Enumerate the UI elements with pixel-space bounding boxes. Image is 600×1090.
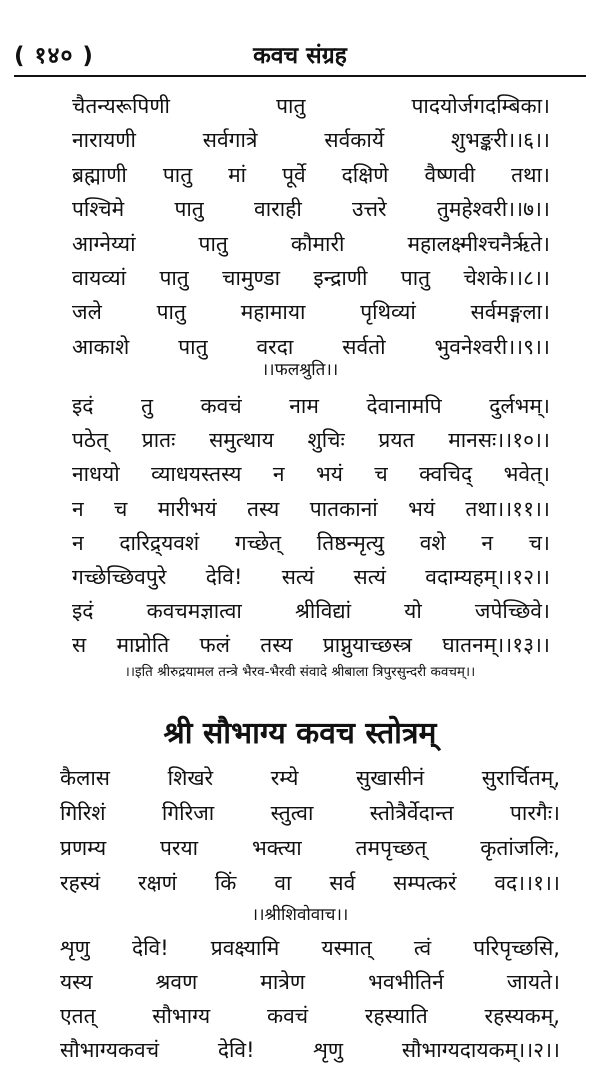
verse-word: इदं xyxy=(72,394,94,418)
verse-word: वदाम्यहम्।।१२।। xyxy=(425,565,550,589)
verse-word: जले xyxy=(72,300,102,325)
verse-word: इन्द्राणी xyxy=(313,266,368,290)
verse-word: भयं xyxy=(315,462,343,487)
verse-word: प्रवक्ष्यामि xyxy=(210,936,280,960)
verse-word: शृणु xyxy=(313,1038,344,1062)
verse-word: न xyxy=(481,530,494,555)
verse-word: श्रवण xyxy=(155,970,198,994)
verse-word: सर्वतो xyxy=(342,334,386,359)
verse-word: स्तोत्रैर्वेदान्त xyxy=(369,801,454,825)
verse-word: न xyxy=(72,530,84,555)
verse-word: च। xyxy=(528,530,550,555)
verse-word: चामुण्डा xyxy=(222,266,281,290)
verse-line xyxy=(72,456,550,492)
verse-word: सर्वगात्रे xyxy=(202,128,258,153)
verse-word: रहस्यं xyxy=(60,871,101,895)
verse-word: यस्य xyxy=(60,970,93,994)
verse-word: देवि! xyxy=(131,936,169,960)
verse-word: महामाया xyxy=(240,300,306,325)
verse-word: सौभाग्यदायकम्।।२।। xyxy=(401,1038,560,1062)
verse-word: तुमहेश्वरी।।७।। xyxy=(436,197,550,222)
verse-word: च xyxy=(114,496,128,521)
colophon: ।।इति श्रीरुद्रयामल तन्त्रे भैरव-भैरवी संवादे श्रीबाला त्रिपुरसुन्दरी कवचम्।। xyxy=(124,664,476,680)
verse-line xyxy=(72,157,550,193)
verse-word: पातु xyxy=(400,266,431,290)
verse-word: स्तुत्वा xyxy=(270,801,314,825)
page-number: ( १४० ) xyxy=(14,43,94,69)
verse-word: पातु xyxy=(174,197,204,222)
verse-word: प्राप्नुयाच्छस्त्र xyxy=(322,633,412,658)
verse-word: किं xyxy=(214,871,237,895)
verse-word: महालक्ष्मीश्चनैर्ऋते। xyxy=(407,231,550,256)
verse-line xyxy=(60,964,560,1000)
verse-word: व्याधयस्तस्य xyxy=(151,462,242,487)
verse-line xyxy=(72,122,550,158)
verse-word: तमपृच्छत् xyxy=(355,836,427,860)
verse-word: परिपृच्छसि, xyxy=(473,936,560,960)
verse-word: जपेच्छिवे। xyxy=(474,599,550,624)
verse-word: घातनम्।।१३।। xyxy=(442,633,550,658)
verse-word: गच्छेच्छिवपुरे xyxy=(72,565,167,589)
verse-word: उत्तरे xyxy=(352,197,387,222)
verse-word: सर्व xyxy=(329,871,356,895)
verse-word: प्रणम्य xyxy=(60,836,107,860)
verse-word: तस्य xyxy=(260,633,293,658)
verse-word: क्वचिद् xyxy=(419,462,473,487)
verse-word: आकाशे xyxy=(72,334,130,359)
verse-word: गिरिजा xyxy=(161,801,215,825)
verse-word: गच्छेत् xyxy=(234,530,282,555)
verse-line xyxy=(60,998,560,1034)
verse-word: तु xyxy=(141,394,153,418)
verse-word: शिखरे xyxy=(167,766,214,790)
verse-word: पातु xyxy=(276,94,306,118)
verse-line xyxy=(72,593,550,629)
verse-word: एतत् xyxy=(60,1004,96,1028)
verse-word: पश्चिमे xyxy=(72,197,125,222)
verse-word: जायते। xyxy=(506,970,560,994)
verse-word: पातु xyxy=(178,334,208,359)
verse-line xyxy=(72,525,550,561)
verse-word: चैतन्यरूपिणी xyxy=(72,94,170,118)
verse-word: पृथिव्यां xyxy=(360,300,416,325)
verse-word: सुरार्चितम्, xyxy=(481,766,560,790)
verse-word: परया xyxy=(159,836,199,860)
verse-word: सौभाग्य xyxy=(152,1004,211,1028)
verse-word: न xyxy=(72,496,84,521)
verse-word: गिरिशं xyxy=(60,801,106,825)
verse-line xyxy=(60,760,560,796)
verse-word: सर्वमङ्गला। xyxy=(470,300,550,325)
verse-word: पादयोर्जगदम्बिका। xyxy=(411,94,550,118)
verse-line xyxy=(72,294,550,330)
verse-word: पातु xyxy=(162,162,193,187)
verse-word: प्रयत xyxy=(378,428,415,453)
verse-word: स xyxy=(72,633,87,658)
verse-word: देवानामपि xyxy=(366,394,442,418)
verse-word: भयं xyxy=(408,496,436,521)
verse-word: इदं xyxy=(72,599,94,624)
header-rule xyxy=(14,75,586,77)
verse-word: कैलास xyxy=(60,766,111,790)
verse-line xyxy=(72,422,550,458)
verse-word: भुवनेश्वरी।।९।। xyxy=(434,334,550,359)
verse-word: रम्ये xyxy=(270,766,299,790)
verse-word: कवचमज्ञात्वा xyxy=(146,599,242,624)
verse-word: सौभाग्यकवचं xyxy=(60,1038,160,1062)
verse-word: सुखासीनं xyxy=(356,766,425,790)
verse-word: कौमारी xyxy=(290,231,345,256)
verse-word: समुत्थाय xyxy=(209,428,274,453)
verse-line xyxy=(72,559,550,595)
verse-line xyxy=(72,191,550,227)
verse-word: चेशके।।८।। xyxy=(463,266,550,290)
verse-word: पातु xyxy=(159,266,189,290)
verse-word: आग्नेय्यां xyxy=(72,231,136,256)
verse-word: शुभङ्करी।।६।। xyxy=(450,128,550,153)
verse-word: तस्य xyxy=(247,496,280,521)
verse-word: वाराही xyxy=(254,197,302,222)
verse-word: वरदा xyxy=(256,334,294,359)
verse-word: रक्षणं xyxy=(138,871,177,895)
verse-word: रहस्यकम्, xyxy=(484,1004,560,1028)
verse-word: फलं xyxy=(199,633,230,658)
verse-word: तथा।।११।। xyxy=(465,496,550,521)
verse-word: कवचं xyxy=(266,1004,309,1028)
verse-line xyxy=(60,830,560,866)
verse-word: सत्यं xyxy=(353,565,386,589)
verse-word: पातु xyxy=(198,231,228,256)
verse-word: वशे xyxy=(419,530,446,555)
verse-word: वैष्णवी xyxy=(424,162,476,187)
verse-line xyxy=(72,388,550,424)
verse-line xyxy=(72,226,550,262)
verse-word: त्वं xyxy=(413,936,432,960)
stotra-title: श्री सौभाग्य कवच स्तोत्रम् xyxy=(163,716,437,751)
verse-line xyxy=(60,795,560,831)
verse-word: श्रीविद्यां xyxy=(294,599,352,624)
verse-word: कृतांजलिः, xyxy=(480,836,560,860)
verse-word: शृणु xyxy=(60,936,90,960)
verse-word: तथा। xyxy=(511,162,550,187)
verse-word: नाधयो xyxy=(72,462,120,487)
verse-word: पूर्वे xyxy=(282,162,306,187)
verse-line xyxy=(72,260,550,296)
verse-word: दक्षिणे xyxy=(341,162,389,187)
verse-word: वद।।१।। xyxy=(494,871,560,895)
verse-word: पठेत् xyxy=(72,428,109,453)
verse-word: पातु xyxy=(156,300,186,325)
page-header xyxy=(14,38,586,72)
verse-line xyxy=(60,930,560,966)
verse-word: मारीभयं xyxy=(157,496,217,521)
phalashruti-heading: ।।फलश्रुति।। xyxy=(261,360,339,380)
verse-word: सत्यं xyxy=(281,565,315,589)
verse-word: यस्मात् xyxy=(321,936,372,960)
shivovacha-heading: ।।श्रीशिवोवाच।। xyxy=(251,905,349,925)
verse-line xyxy=(72,627,550,663)
verse-word: दारिद्र्यवशं xyxy=(119,530,200,555)
verse-word: वायव्यां xyxy=(72,266,127,290)
running-title: कवच संग्रह xyxy=(253,43,347,69)
verse-word: देवि! xyxy=(217,1038,255,1062)
verse-word: तिष्ठन्मृत्यु xyxy=(316,530,385,555)
verse-word: न xyxy=(272,462,285,487)
verse-line xyxy=(72,491,550,527)
verse-word: सर्वकार्ये xyxy=(324,128,385,153)
verse-word: वा xyxy=(274,871,292,895)
verse-line xyxy=(72,88,550,124)
verse-word: माप्नोति xyxy=(116,633,170,658)
verse-word: प्रातः xyxy=(141,428,176,453)
verse-word: सम्पत्करं xyxy=(393,871,457,895)
verse-word: च xyxy=(374,462,388,487)
verse-word: शुचिः xyxy=(307,428,345,453)
verse-word: भवभीतिर्न xyxy=(368,970,444,994)
verse-word: नारायणी xyxy=(72,128,136,153)
verse-word: पातकानां xyxy=(309,496,378,521)
verse-word: कवचं xyxy=(200,394,242,418)
verse-word: भवेत्। xyxy=(503,462,550,487)
verse-word: देवि! xyxy=(205,565,243,589)
verse-word: मानसः।।१०।। xyxy=(448,428,550,453)
verse-word: भक्त्या xyxy=(251,836,302,860)
verse-word: ब्रह्माणी xyxy=(72,162,127,187)
verse-word: रहस्याति xyxy=(364,1004,428,1028)
verse-line xyxy=(60,865,560,901)
verse-word: दुर्लभम्। xyxy=(489,394,550,418)
verse-line xyxy=(60,1032,560,1068)
verse-word: नाम xyxy=(289,394,319,418)
verse-word: पारगैः। xyxy=(509,801,560,825)
verse-word: यो xyxy=(404,599,422,624)
verse-word: मात्रेण xyxy=(260,970,306,994)
verse-word: मां xyxy=(228,162,247,187)
